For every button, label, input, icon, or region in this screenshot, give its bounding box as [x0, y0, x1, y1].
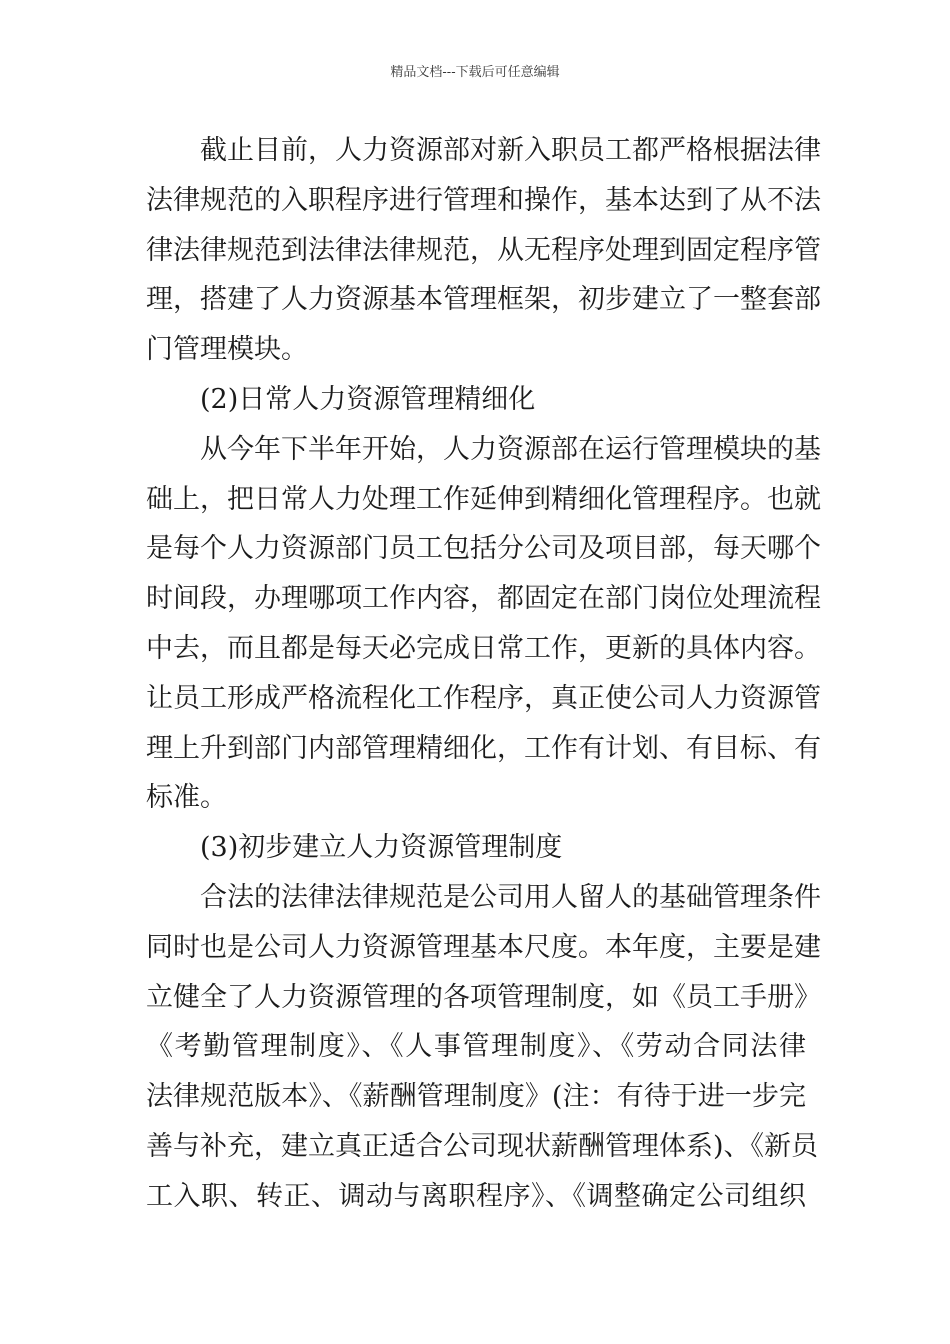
paragraph-line: 法律规范的入职程序进行管理和操作，基本达到了从不法 — [146, 184, 821, 216]
paragraph-line: 合法的法律法律规范是公司用人留人的基础管理条件 — [200, 881, 821, 913]
paragraph-line: 从今年下半年开始，人力资源部在运行管理模块的基 — [200, 433, 821, 465]
paragraph-line: 让员工形成严格流程化工作程序，真正使公司人力资源管 — [146, 682, 821, 714]
paragraph-line: 同时也是公司人力资源管理基本尺度。本年度，主要是建 — [146, 931, 821, 963]
page-header: 精品文档---下载后可任意编辑 — [390, 65, 560, 80]
paragraph-line: 时间段，办理哪项工作内容，都固定在部门岗位处理流程 — [146, 583, 821, 615]
paragraph-line: 法律规范版本》、《薪酬管理制度》(注：有待于进一步完 — [146, 1081, 806, 1113]
paragraph-line: 律法律规范到法律法律规范，从无程序处理到固定程序管 — [146, 234, 821, 266]
paragraph-line: 立健全了人力资源管理的各项管理制度，如《员工手册》 — [146, 981, 821, 1013]
paragraph-line: 工入职、转正、调动与离职程序》、《调整确定公司组织 — [146, 1180, 806, 1212]
paragraph-line: 是每个人力资源部门员工包括分公司及项目部，每天哪个 — [146, 533, 821, 565]
section-heading: (3)初步建立人力资源管理制度 — [200, 832, 563, 864]
paragraph-line: 理，搭建了人力资源基本管理框架，初步建立了一整套部 — [146, 284, 821, 316]
paragraph-line: 善与补充，建立真正适合公司现状薪酬管理体系)、《新员 — [146, 1130, 819, 1162]
paragraph-line: 中去，而且都是每天必完成日常工作，更新的具体内容。 — [146, 632, 821, 664]
paragraph-line: 截止目前，人力资源部对新入职员工都严格根据法律 — [200, 135, 821, 166]
section-heading: (2)日常人力资源管理精细化 — [200, 383, 536, 415]
paragraph-line: 标准。 — [146, 782, 227, 814]
paragraph-line: 《考勤管理制度》、《人事管理制度》、《劳动合同法律 — [146, 1031, 806, 1063]
paragraph-line: 门管理模块。 — [146, 334, 308, 366]
body-text — [146, 126, 821, 1222]
paragraph-line: 础上，把日常人力处理工作延伸到精细化管理程序。也就 — [146, 483, 821, 515]
paragraph-line: 理上升到部门内部管理精细化，工作有计划、有目标、有 — [146, 732, 821, 764]
